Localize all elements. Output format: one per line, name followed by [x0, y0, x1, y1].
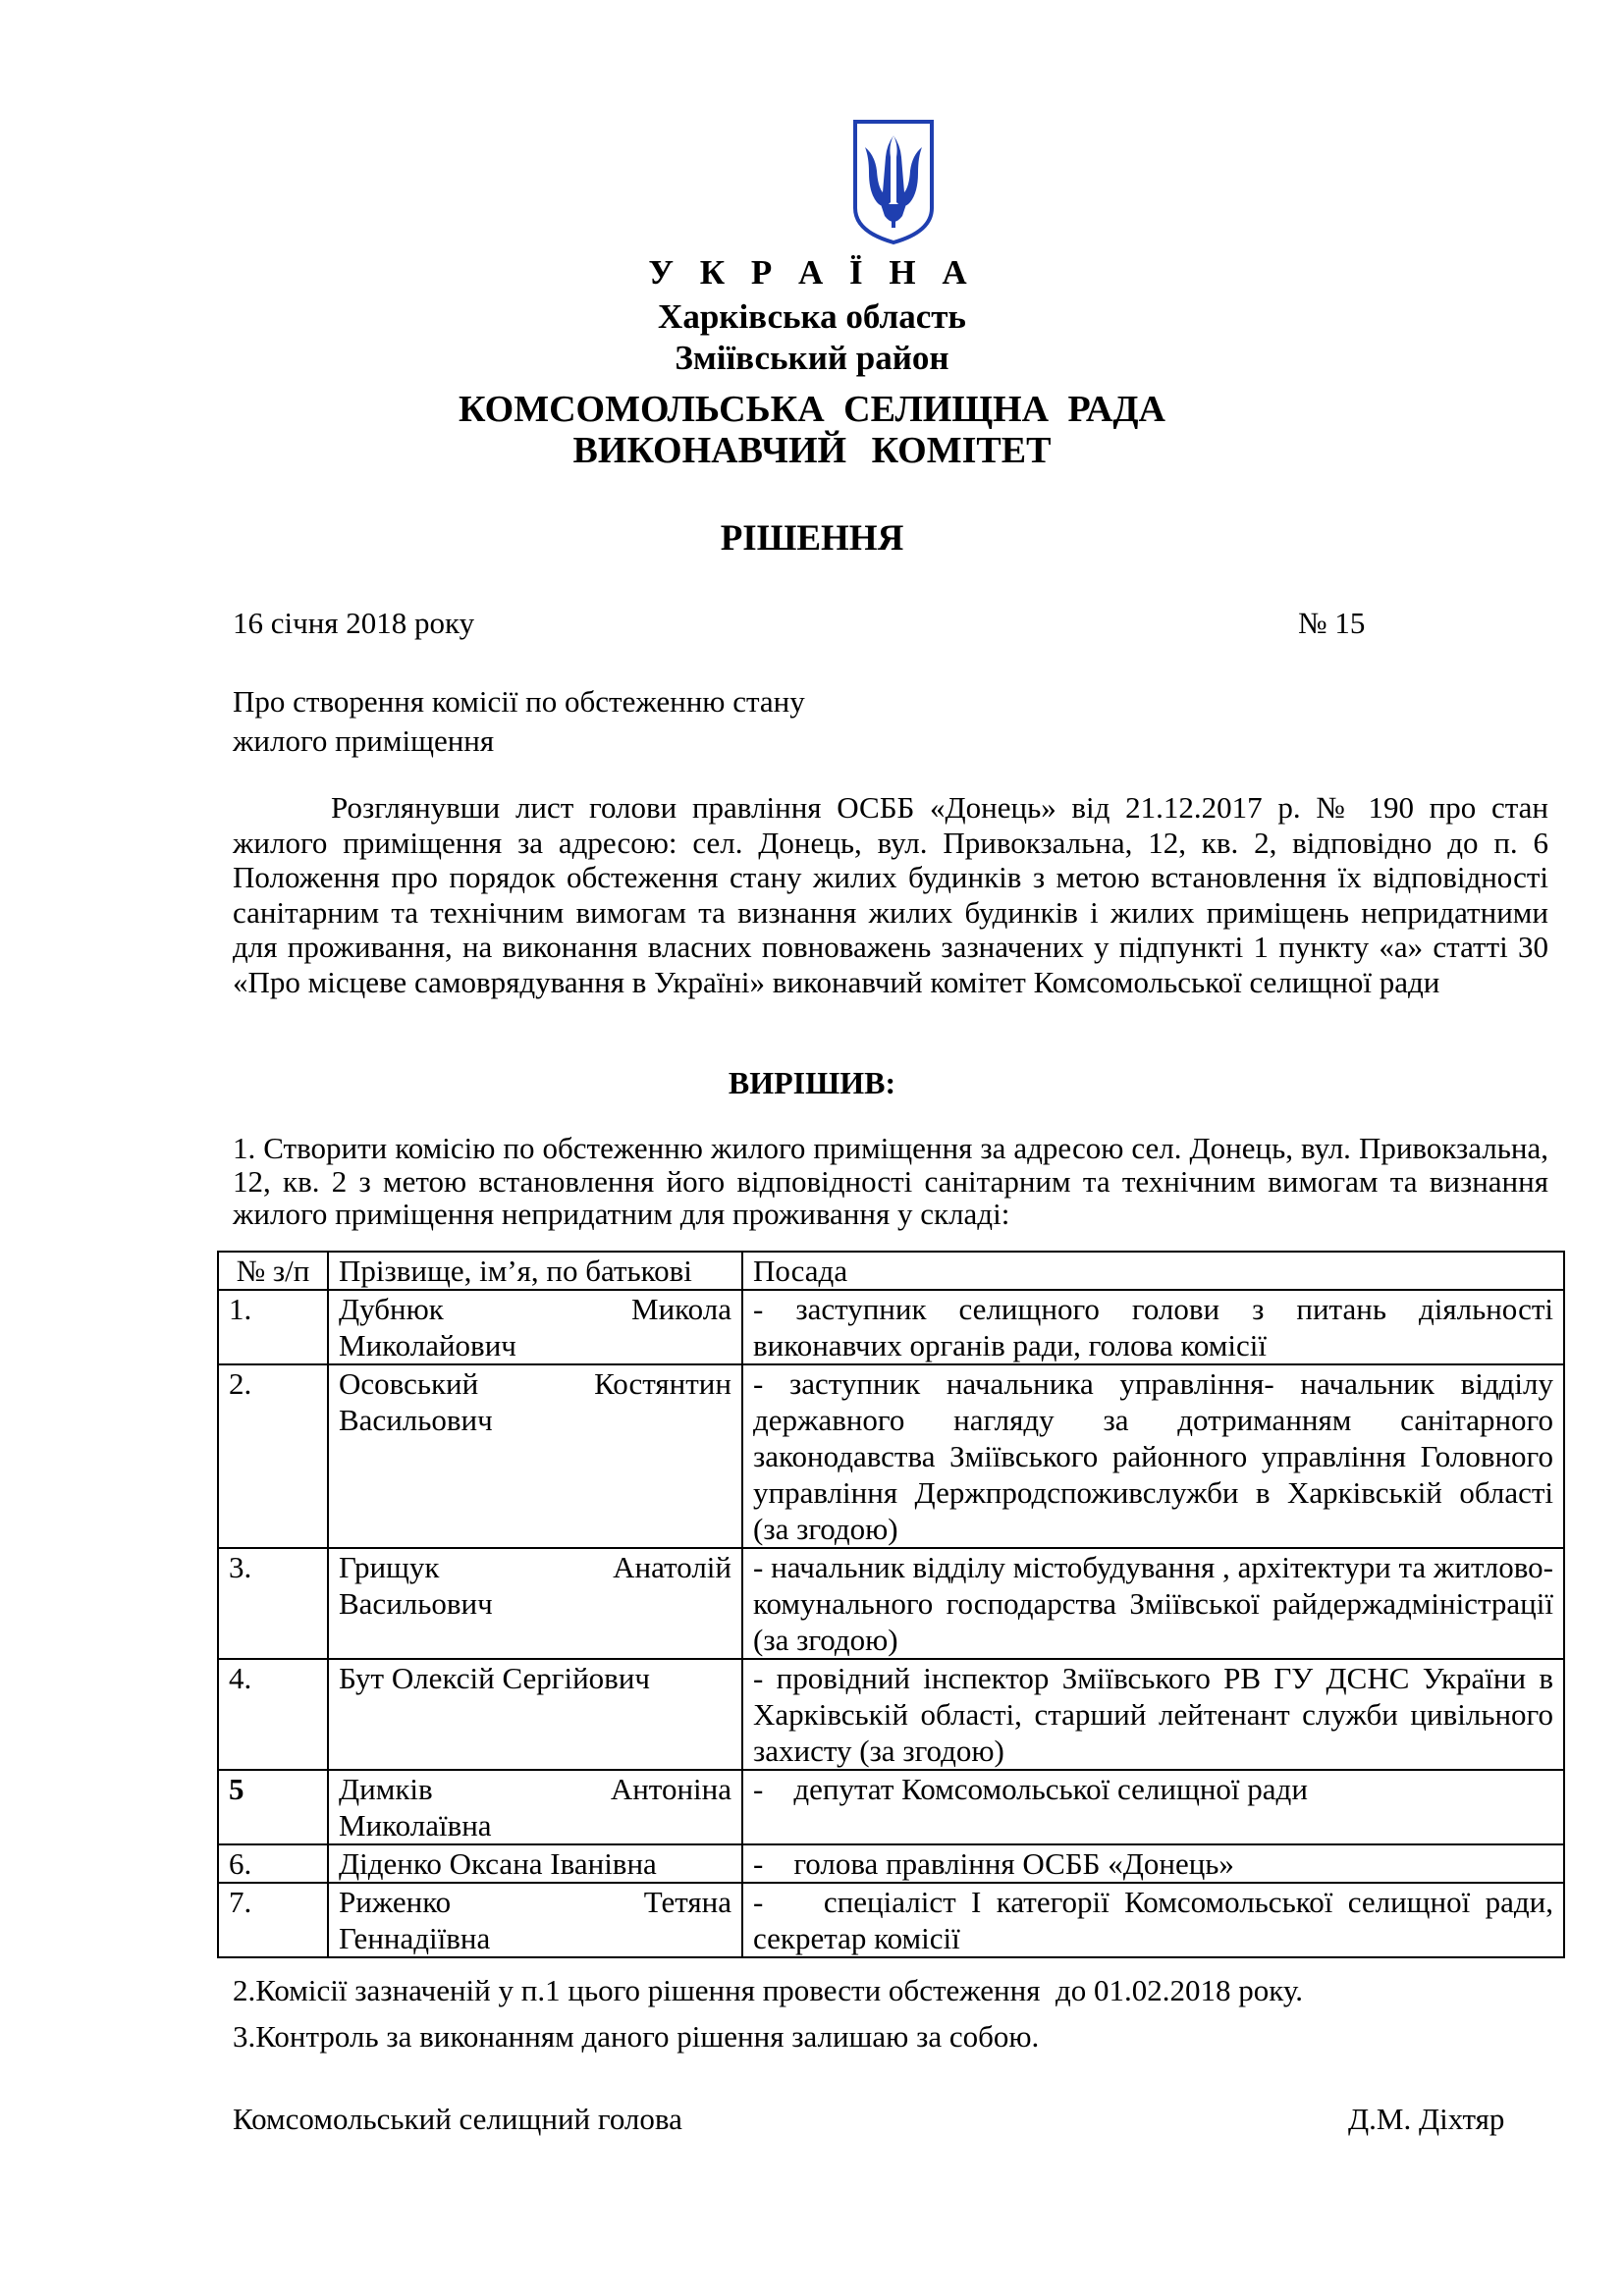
row-number: 6.: [218, 1844, 328, 1883]
header-number: № з/п: [218, 1252, 328, 1290]
commission-members-table: [217, 1251, 1565, 1958]
table-row: [218, 1548, 1564, 1659]
document-date: 16 січня 2018 року: [233, 606, 475, 640]
member-given-name: Костянтин: [594, 1366, 731, 1401]
member-patronymic: Миколайович: [339, 1328, 516, 1362]
member-name: [328, 1364, 742, 1548]
region-heading: Харківська область: [658, 297, 966, 336]
header-name: Прізвище, ім’я, по батькові: [328, 1252, 742, 1290]
member-given-name: Анатолій: [613, 1550, 731, 1584]
member-patronymic: Миколаївна: [339, 1808, 492, 1842]
member-given-name: Антоніна: [610, 1772, 731, 1806]
member-position: - заступник начальника управління- начальник відділу державного нагляду за дотриманням санітарного законодавства Зміївського районного управління Головного управління Держпродспоживслужби в Харківській області (за згодою): [742, 1364, 1564, 1548]
subject-line: Про створення комісії по обстеженню стану: [233, 684, 805, 719]
member-name: [328, 1770, 742, 1844]
member-surname: Грищук: [339, 1550, 440, 1584]
header-position: Посада: [742, 1252, 1564, 1290]
member-given-name: Тетяна: [643, 1885, 731, 1919]
country-heading: У К Р А Ї Н А: [648, 253, 976, 292]
table-row: [218, 1290, 1564, 1364]
committee-heading: ВИКОНАВЧИЙ КОМІТЕТ: [572, 430, 1052, 471]
member-surname: Дубнюк: [339, 1292, 444, 1326]
preamble-text: Розглянувши лист голови правління ОСББ «Донець» від 21.12.2017 р. № 190 про стан жилого приміщення за адресою: сел. Донець, вул. Привокзальна, 12, кв. 2, відповідно до п. 6 Положення про порядок обстеження стану жилих будинків з метою встановлення їх відповідності санітарним та технічним вимогам та визнання жилих будинків і жилих приміщень непридатними для проживання, на виконання власних повноважень зазначених у підпункті 1 пункту «а» статті 30 «Про місцеве самоврядування в Україні» виконавчий комітет Комсомольської селищної ради: [233, 790, 1548, 999]
row-number: 1.: [218, 1290, 328, 1364]
document-number: № 15: [1298, 606, 1366, 640]
member-position: - начальник відділу містобудування , архітектури та житлово-комунального господарства Зміївської райдержадміністрації (за згодою): [742, 1548, 1564, 1659]
signatory-name: Д.М. Діхтяр: [1348, 2102, 1505, 2136]
trident-emblem-icon: [851, 118, 936, 246]
member-given-name: Микола: [631, 1292, 731, 1326]
document-type-title: РІШЕННЯ: [720, 518, 904, 559]
table-row: [218, 1770, 1564, 1844]
member-name: [328, 1883, 742, 1957]
row-number: 4.: [218, 1659, 328, 1770]
member-surname: Осовський: [339, 1366, 479, 1401]
table-header-row: [218, 1252, 1564, 1290]
member-name: [328, 1290, 742, 1364]
member-position: - спеціаліст І категорії Комсомольської селищної ради, секретар комісії: [742, 1883, 1564, 1957]
council-heading: КОМСОМОЛЬСЬКА СЕЛИЩНА РАДА: [459, 389, 1165, 430]
member-position: - депутат Комсомольської селищної ради: [742, 1770, 1564, 1844]
row-number: 7.: [218, 1883, 328, 1957]
member-name: Діденко Оксана Іванівна: [328, 1844, 742, 1883]
preamble-paragraph: [233, 790, 1548, 999]
table-row: [218, 1844, 1564, 1883]
row-number: 3.: [218, 1548, 328, 1659]
decision-item-2: 2.Комісії зазначеній у п.1 цього рішення провести обстеження до 01.02.2018 року.: [233, 1973, 1304, 2007]
subject-line: жилого приміщення: [233, 723, 495, 758]
row-number: 2.: [218, 1364, 328, 1548]
row-number: 5: [218, 1770, 328, 1844]
member-patronymic: Геннадіївна: [339, 1921, 491, 1955]
decision-item-3: 3.Контроль за виконанням даного рішення залишаю за собою.: [233, 2019, 1040, 2054]
table-row: [218, 1364, 1564, 1548]
table-row: [218, 1659, 1564, 1770]
member-patronymic: Васильович: [339, 1403, 493, 1437]
member-name: Бут Олексій Сергійович: [328, 1659, 742, 1770]
signatory-role: Комсомольський селищний голова: [233, 2102, 682, 2136]
member-surname: Димків: [339, 1772, 433, 1806]
member-position: - провідний інспектор Зміївського РВ ГУ ДСНС України в Харківській області, старший лейтенант служби цивільного захисту (за згодою): [742, 1659, 1564, 1770]
table-row: [218, 1883, 1564, 1957]
member-patronymic: Васильович: [339, 1586, 493, 1621]
member-name: [328, 1548, 742, 1659]
resolved-heading: ВИРІШИВ:: [728, 1065, 896, 1100]
member-position: - голова правління ОСББ «Донець»: [742, 1844, 1564, 1883]
member-surname: Риженко: [339, 1885, 452, 1919]
document-subject: [233, 682, 920, 761]
decision-item-1: 1. Створити комісію по обстеженню жилого приміщення за адресою сел. Донець, вул. Привокзальна, 12, кв. 2 з метою встановлення його відповідності санітарним та технічним вимогам та визнання жилого приміщення непридатним для проживання у складі:: [233, 1131, 1548, 1231]
member-position: - заступник селищного голови з питань діяльності виконавчих органів ради, голова комісії: [742, 1290, 1564, 1364]
district-heading: Зміївський район: [675, 339, 949, 377]
